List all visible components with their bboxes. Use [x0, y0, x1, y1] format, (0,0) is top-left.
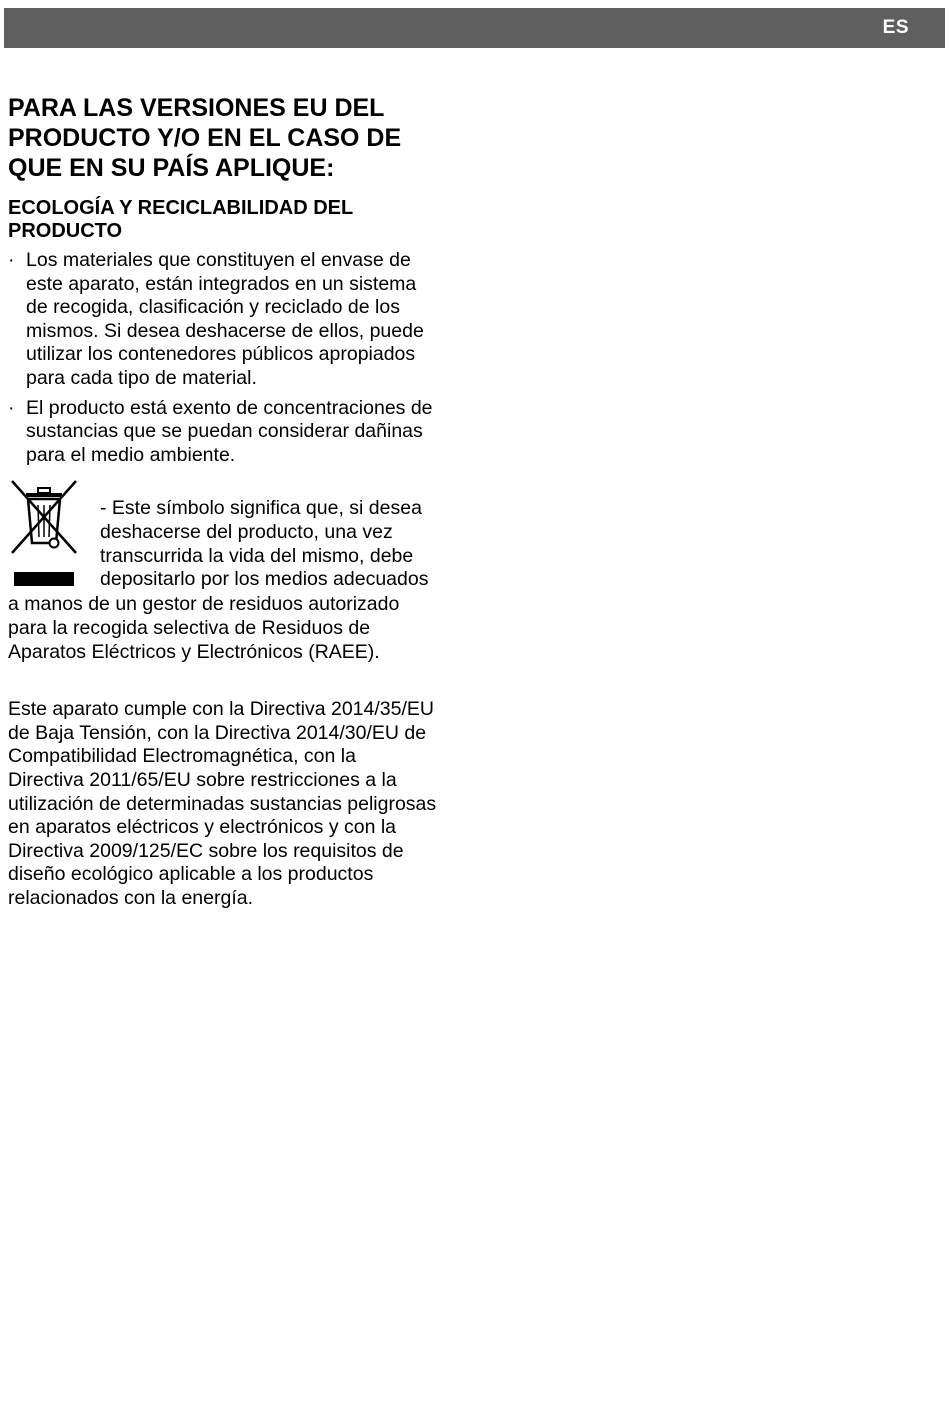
- text-line: Directiva 2011/65/EU sobre restricciones a la: [8, 768, 397, 791]
- text-line: en aparatos eléctricos y electrónicos y con la: [8, 816, 397, 839]
- text-line: para la recogida selectiva de Residuos de: [8, 616, 371, 639]
- text-line: mismos. Si desea deshacerse de ellos, puede: [26, 319, 424, 342]
- subtitle-line: ECOLOGÍA Y RECICLABILIDAD DEL: [8, 197, 354, 219]
- title-line: PRODUCTO Y/O EN EL CASO DE: [8, 124, 402, 152]
- directive-compliance-paragraph: [8, 698, 468, 910]
- title-line: QUE EN SU PAÍS APLIQUE:: [8, 154, 335, 182]
- language-code: ES: [882, 17, 909, 38]
- text-line: este aparato, están integrados en un sistema: [26, 272, 417, 295]
- text-line: para cada tipo de material.: [26, 366, 257, 389]
- text-line: Los materiales que constituyen el envase de: [26, 249, 411, 271]
- text-line: diseño ecológico aplicable a los productos: [8, 863, 374, 886]
- crossed-out-wheelie-bin-icon: [8, 477, 80, 593]
- page-title: [8, 93, 468, 183]
- section-subtitle: [8, 197, 468, 243]
- text-line: relacionados con la energía.: [8, 886, 253, 909]
- text-line: Compatibilidad Electromagnética, con la: [8, 745, 356, 768]
- weee-notice: [8, 477, 468, 664]
- text-line: de Baja Tensión, con la Directiva 2014/30/EU de: [8, 721, 427, 744]
- text-line: de recogida, clasificación y reciclado de los: [26, 296, 400, 319]
- page-content: [8, 93, 468, 910]
- title-line: PARA LAS VERSIONES EU DEL: [8, 94, 385, 122]
- text-line: Aparatos Eléctricos y Electrónicos (RAEE).: [8, 640, 380, 663]
- bullet-list: [8, 249, 468, 467]
- bullet-dot: ·: [8, 249, 15, 271]
- text-line: deshacerse del producto, una vez: [100, 520, 393, 543]
- text-line: - Este símbolo significa que, si desea: [100, 497, 422, 520]
- list-item: [8, 249, 468, 391]
- text-line: sustancias que se puedan considerar dañinas: [26, 420, 423, 443]
- text-line: depositarlo por los medios adecuados: [100, 568, 429, 591]
- text-line: Este aparato cumple con la Directiva 2014/35/EU: [8, 698, 434, 721]
- text-line: utilizar los contenedores públicos apropiados: [26, 343, 416, 366]
- text-line: transcurrida la vida del mismo, debe: [100, 544, 414, 567]
- text-line: Directiva 2009/125/EC sobre los requisitos de: [8, 839, 404, 862]
- text-line: El producto está exento de concentraciones de: [26, 396, 433, 419]
- text-line: utilización de determinadas sustancias peligrosas: [8, 792, 437, 815]
- header-bar: [4, 8, 945, 48]
- list-item: [8, 397, 468, 468]
- subtitle-line: PRODUCTO: [8, 220, 123, 242]
- text-line: para el medio ambiente.: [26, 443, 236, 466]
- text-line: a manos de un gestor de residuos autorizado: [8, 593, 400, 616]
- bullet-dot: ·: [8, 396, 15, 419]
